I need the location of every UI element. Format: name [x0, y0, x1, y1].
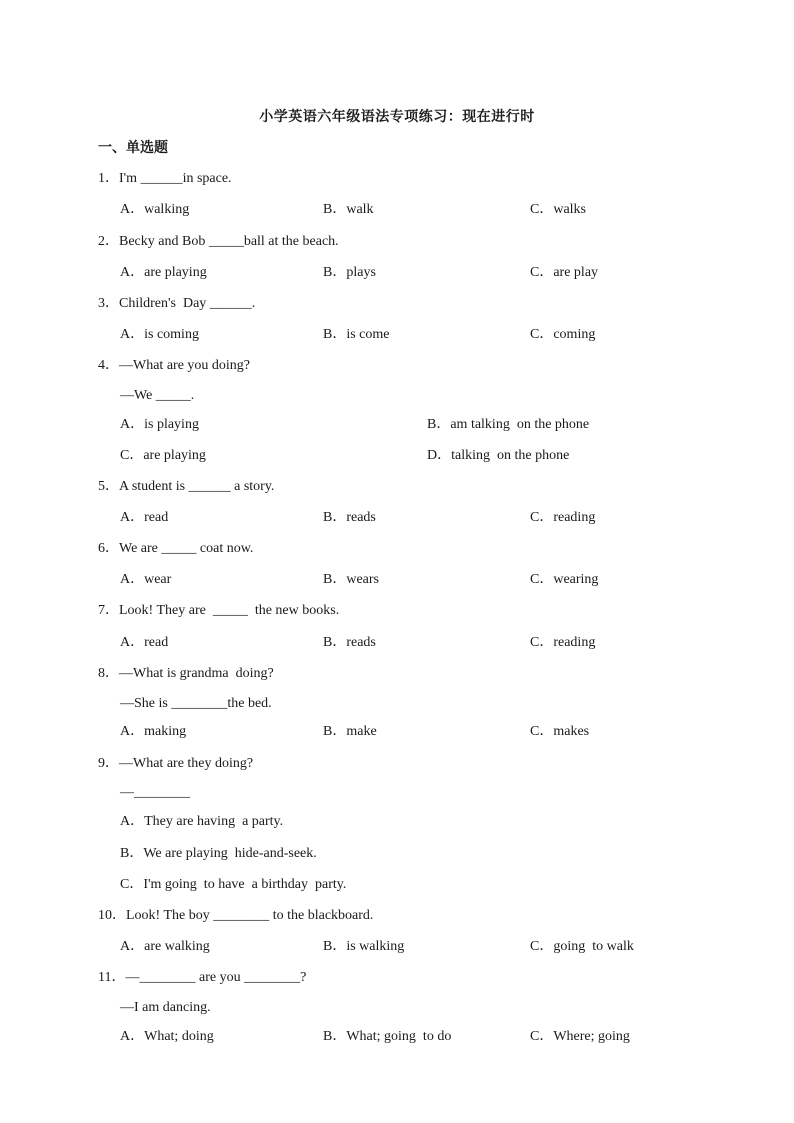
option-c[interactable]: C．are play	[530, 265, 599, 280]
option-b[interactable]: B．reads	[323, 510, 376, 525]
option-a[interactable]: A．is playing	[120, 417, 199, 432]
option-a[interactable]: A．are walking	[120, 939, 210, 954]
option-a[interactable]: A．is coming	[120, 327, 199, 342]
section-title: 一、单选题	[98, 140, 168, 156]
question-text: I'm ______in space.	[119, 171, 232, 186]
question-text: —________ are you ________?	[125, 970, 307, 985]
question-2-stem	[98, 233, 339, 251]
question-11-stem	[98, 969, 306, 987]
option-c[interactable]: C．Where; going	[530, 1029, 630, 1044]
question-text: Look! The boy ________ to the blackboard.	[126, 908, 374, 923]
question-9-answer-line: —________	[120, 785, 190, 800]
option-a[interactable]: A．are playing	[120, 265, 207, 280]
option-a[interactable]: A．What; doing	[120, 1029, 214, 1044]
question-text: —What is grandma doing?	[119, 666, 274, 681]
question-8-answer-line: —She is ________the bed.	[120, 696, 272, 711]
option-b[interactable]: B．is walking	[323, 939, 405, 954]
question-number: 9．	[98, 756, 119, 771]
question-text: A student is ______ a story.	[119, 479, 275, 494]
question-number: 1．	[98, 171, 119, 186]
question-4-stem	[98, 357, 250, 375]
question-text: —What are you doing?	[119, 358, 251, 373]
question-number: 3．	[98, 296, 119, 311]
option-b[interactable]: B．walk	[323, 202, 374, 217]
page-title: 小学英语六年级语法专项练习：现在进行时	[259, 109, 535, 125]
option-b[interactable]: B．We are playing hide-and-seek.	[120, 846, 317, 861]
option-a[interactable]: A．walking	[120, 202, 190, 217]
option-a[interactable]: A．read	[120, 510, 169, 525]
option-a[interactable]: A．making	[120, 724, 187, 739]
option-c[interactable]: C．reading	[530, 510, 596, 525]
question-number: 7．	[98, 603, 119, 618]
question-number: 8．	[98, 666, 119, 681]
question-10-stem	[98, 907, 373, 925]
question-text: Becky and Bob _____ball at the beach.	[119, 234, 339, 249]
option-c[interactable]: C．going to walk	[530, 939, 634, 954]
question-number: 11．	[98, 970, 126, 985]
option-b[interactable]: B．wears	[323, 572, 379, 587]
question-8-stem	[98, 665, 274, 683]
question-number: 6．	[98, 541, 119, 556]
question-text: Children's Day ______.	[119, 296, 256, 311]
option-c[interactable]: C．walks	[530, 202, 586, 217]
option-a[interactable]: A．They are having a party.	[120, 814, 284, 829]
question-number: 2．	[98, 234, 119, 249]
option-b[interactable]: B．plays	[323, 265, 376, 280]
question-6-stem	[98, 540, 253, 558]
question-3-stem	[98, 295, 255, 313]
option-d[interactable]: D．talking on the phone	[427, 448, 570, 463]
option-a[interactable]: A．read	[120, 635, 169, 650]
question-number: 5．	[98, 479, 119, 494]
question-1-stem	[98, 170, 232, 188]
option-b[interactable]: B．am talking on the phone	[427, 417, 590, 432]
question-11-answer-line: —I am dancing.	[120, 1000, 211, 1015]
option-c[interactable]: C．wearing	[530, 572, 599, 587]
option-b[interactable]: B．is come	[323, 327, 390, 342]
option-c[interactable]: C．I'm going to have a birthday party.	[120, 877, 347, 892]
question-text: Look! They are _____ the new books.	[119, 603, 340, 618]
option-b[interactable]: B．make	[323, 724, 377, 739]
option-a[interactable]: A．wear	[120, 572, 172, 587]
question-7-stem	[98, 602, 339, 620]
option-b[interactable]: B．What; going to do	[323, 1029, 452, 1044]
option-b[interactable]: B．reads	[323, 635, 376, 650]
option-c[interactable]: C．reading	[530, 635, 596, 650]
question-number: 4．	[98, 358, 119, 373]
question-4-answer-line: —We _____.	[120, 388, 195, 403]
question-text: —What are they doing?	[119, 756, 254, 771]
option-c[interactable]: C．are playing	[120, 448, 206, 463]
question-text: We are _____ coat now.	[119, 541, 254, 556]
question-9-stem	[98, 755, 253, 773]
question-number: 10．	[98, 908, 126, 923]
question-5-stem	[98, 478, 274, 496]
option-c[interactable]: C．coming	[530, 327, 596, 342]
option-c[interactable]: C．makes	[530, 724, 590, 739]
